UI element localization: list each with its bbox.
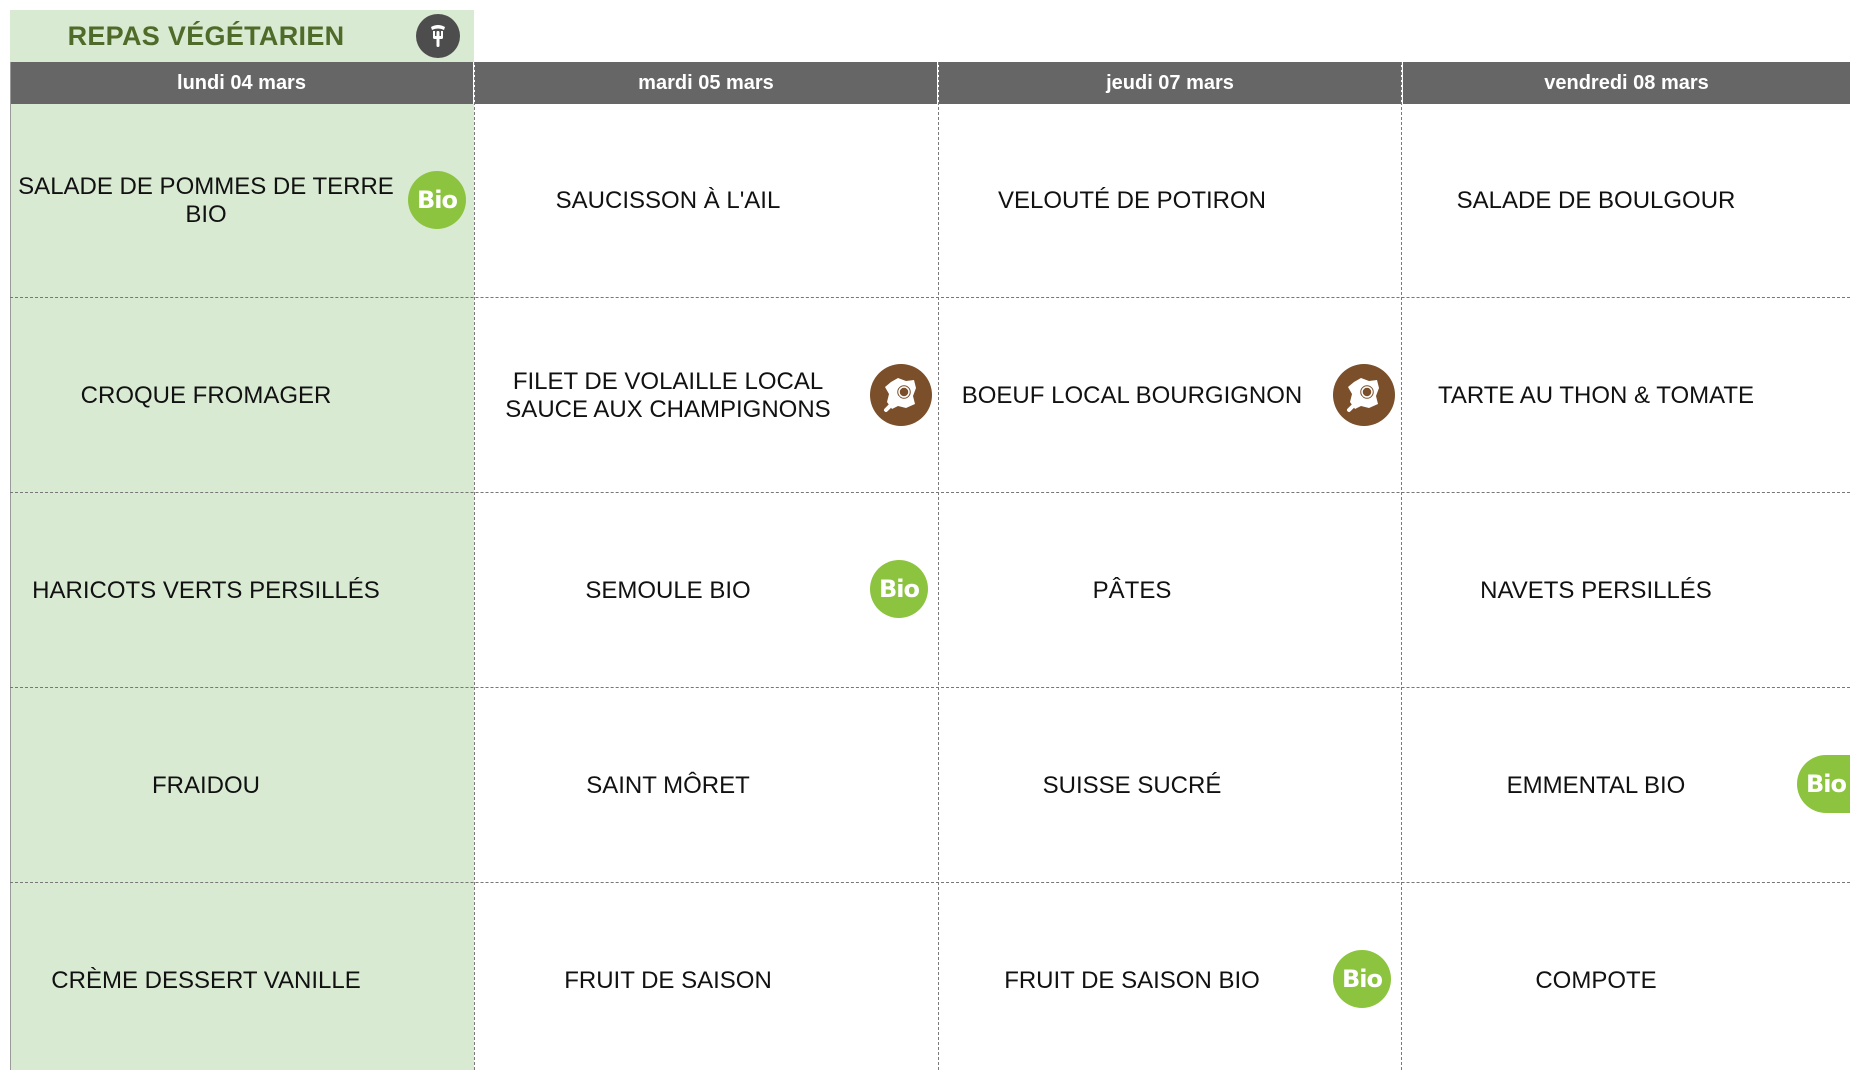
menu-item-vendredi-accompagnement: NAVETS PERSILLÉS [1480, 576, 1712, 604]
grid-line [10, 687, 1850, 688]
day-header-vendredi: vendredi 08 mars [1403, 62, 1850, 104]
menu-item-lundi-entree: SALADE DE POMMES DE TERRE BIO [18, 172, 394, 228]
menu-item-jeudi-plat: BOEUF LOCAL BOURGIGNON [961, 381, 1303, 409]
grid-line [10, 882, 1850, 883]
bio-label-icon: Bio [408, 171, 466, 229]
menu-item-lundi-fromage: FRAIDOU [152, 771, 260, 799]
menu-item-jeudi-accompagnement: PÂTES [1092, 576, 1172, 604]
menu-item-mardi-dessert: FRUIT DE SAISON [564, 966, 772, 994]
menu-item-jeudi-fromage: SUISSE SUCRÉ [1042, 771, 1222, 799]
menu-item-lundi-accompagnement: HARICOTS VERTS PERSILLÉS [32, 576, 380, 604]
vegetarian-fork-icon [416, 14, 460, 58]
grid-line [10, 62, 11, 1070]
day-header-mardi: mardi 05 mars [475, 62, 937, 104]
menu-item-lundi-plat: CROQUE FROMAGER [80, 381, 332, 409]
menu-item-jeudi-dessert: FRUIT DE SAISON BIO [1004, 966, 1260, 994]
menu-item-vendredi-plat: TARTE AU THON & TOMATE [1437, 381, 1755, 409]
menu-item-jeudi-entree: VELOUTÉ DE POTIRON [997, 186, 1267, 214]
bio-label-icon: Bio [1797, 755, 1850, 813]
menu-item-lundi-dessert: CRÈME DESSERT VANILLE [51, 966, 361, 994]
vegetarian-title: REPAS VÉGÉTARIEN [67, 20, 345, 51]
france-magnifier-icon [870, 364, 932, 426]
menu-item-vendredi-fromage: EMMENTAL BIO [1506, 771, 1686, 799]
menu-item-mardi-fromage: SAINT MÔRET [586, 771, 750, 799]
grid-line [938, 62, 939, 1070]
bio-label-icon: Bio [870, 560, 928, 618]
menu-item-mardi-accompagnement: SEMOULE BIO [585, 576, 751, 604]
bio-label-icon: Bio [1333, 950, 1391, 1008]
menu-item-mardi-plat: FILET DE VOLAILLE LOCAL SAUCE AUX CHAMPIGNONS [505, 367, 831, 423]
days-header [10, 62, 1850, 104]
vegetarian-banner [10, 10, 474, 62]
day-header-jeudi: jeudi 07 mars [939, 62, 1401, 104]
grid-line [10, 492, 1850, 493]
grid-line [1401, 62, 1402, 1070]
grid-line [474, 62, 475, 1070]
grid-line [10, 297, 1850, 298]
day-header-lundi: lundi 04 mars [10, 62, 473, 104]
france-magnifier-icon [1333, 364, 1395, 426]
menu-item-vendredi-dessert: COMPOTE [1535, 966, 1657, 994]
menu-item-vendredi-entree: SALADE DE BOULGOUR [1456, 186, 1736, 214]
menu-item-mardi-entree: SAUCISSON À L'AIL [555, 186, 781, 214]
